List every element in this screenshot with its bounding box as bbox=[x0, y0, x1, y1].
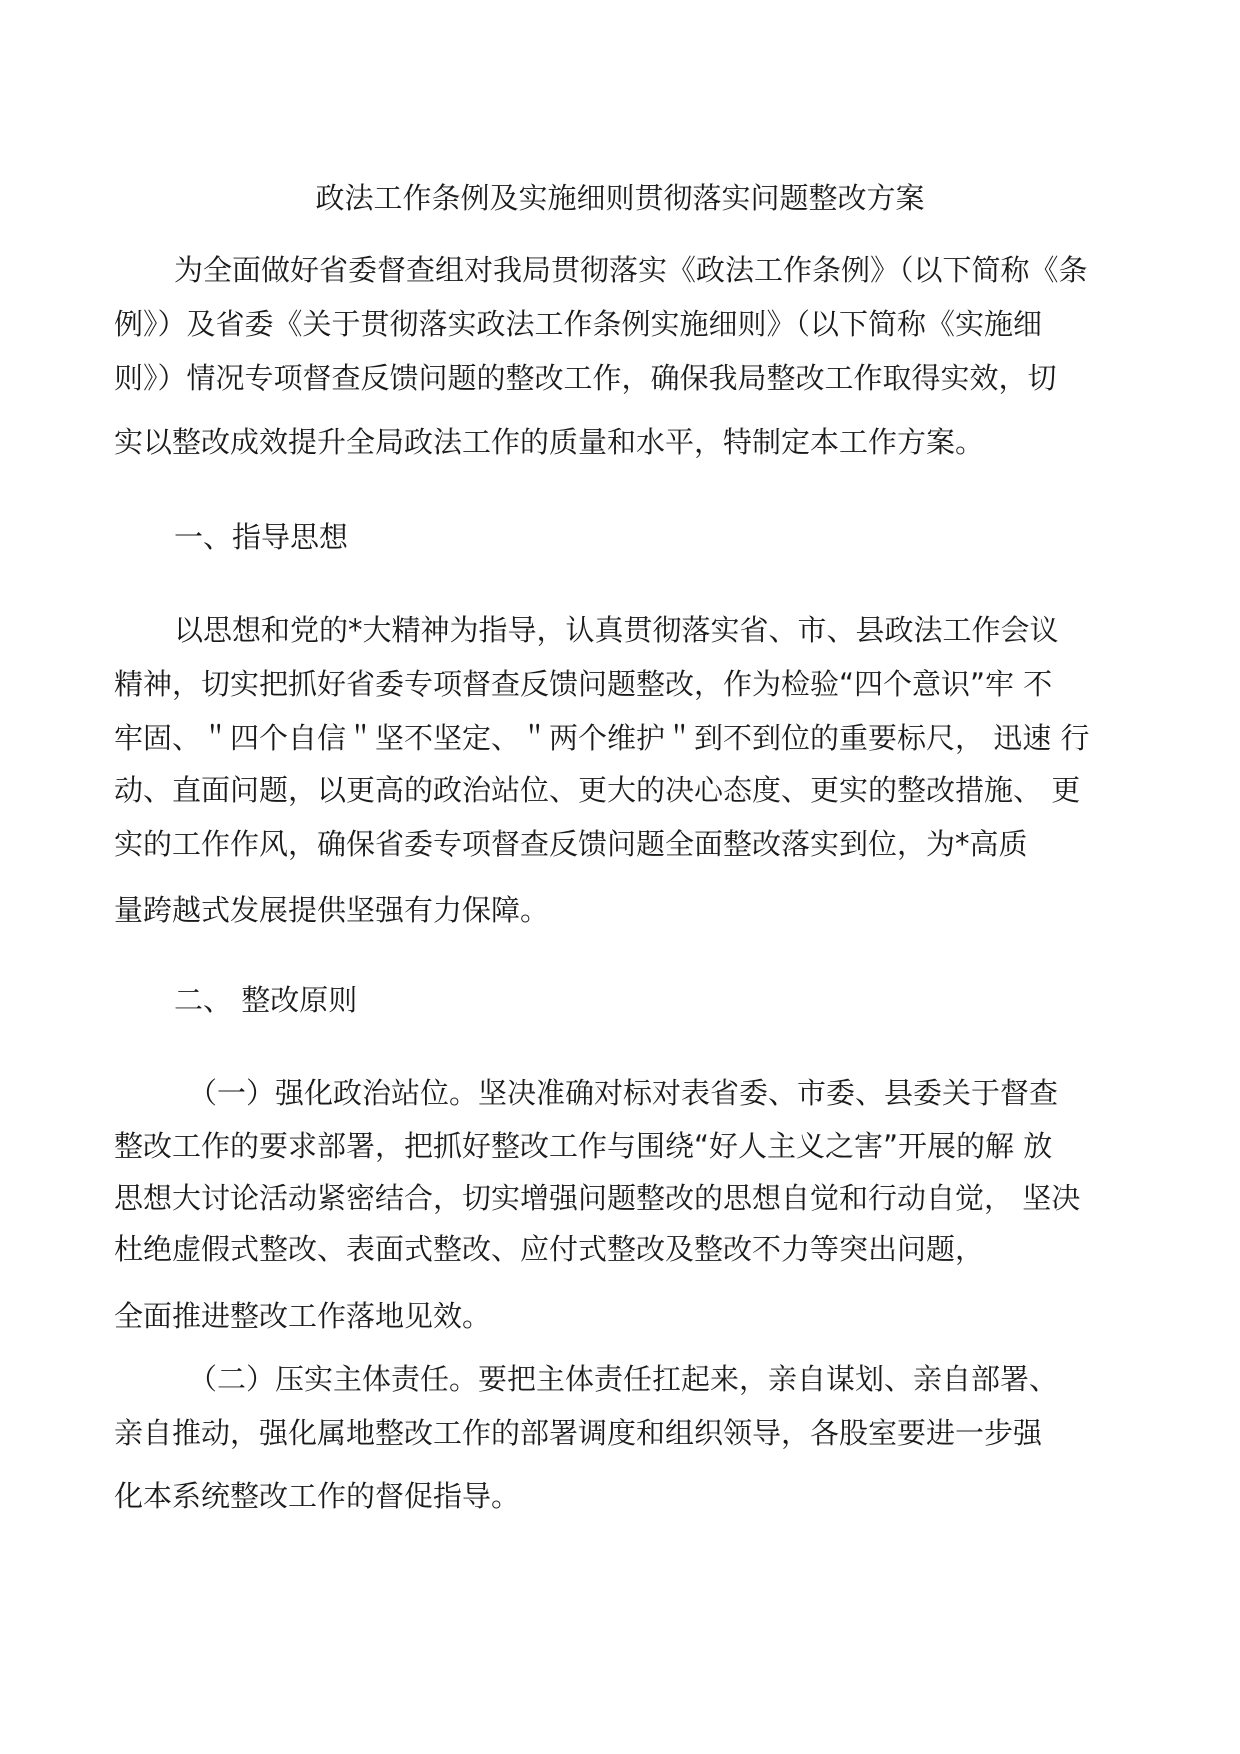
principle1-line-5: 全面推进整改工作落地见效。 bbox=[114, 1299, 492, 1333]
intro-line-1: 为全面做好省委督查组对我局贯彻落实《政法工作条例》（以下简称《条 bbox=[174, 253, 1088, 287]
document-title: 政法工作条例及实施细则贯彻落实问题整改方案 bbox=[315, 181, 925, 215]
intro-line-3: 则》）情况专项督查反馈问题的整改工作，确保我局整改工作取得实效，切 bbox=[114, 361, 1057, 395]
principle2-line-3: 化本系统整改工作的督促指导。 bbox=[114, 1479, 521, 1513]
principle1-line-1: （一）强化政治站位。坚决准确对标对表省委、市委、县委关于督查 bbox=[188, 1076, 1059, 1110]
section1-line-1: 以思想和党的*大精神为指导，认真贯彻落实省、市、县政法工作会议 bbox=[174, 613, 1059, 647]
intro-line-2: 例》）及省委《关于贯彻落实政法工作条例实施细则》（以下简称《实施细 bbox=[114, 307, 1043, 341]
section1-line-5: 实的工作作风，确保省委专项督查反馈问题全面整改落实到位，为*高质 bbox=[114, 827, 1028, 861]
principle1-line-3: 思想大讨论活动紧密结合，切实增强问题整改的思想自觉和行动自觉， 坚决 bbox=[114, 1181, 1081, 1215]
principle1-line-2: 整改工作的要求部署，把抓好整改工作与围绕“好人主义之害”开展的解 放 bbox=[114, 1129, 1053, 1163]
principle1-line-4: 杜绝虚假式整改、表面式整改、应付式整改及整改不力等突出问题， bbox=[114, 1232, 985, 1266]
section1-line-2: 精神，切实把抓好省委专项督查反馈问题整改，作为检验“四个意识”牢 不 bbox=[114, 667, 1053, 701]
section1-line-6: 量跨越式发展提供坚强有力保障。 bbox=[114, 893, 550, 927]
intro-line-4: 实以整改成效提升全局政法工作的质量和水平，特制定本工作方案。 bbox=[114, 425, 985, 459]
section-heading-guiding-ideology: 一、指导思想 bbox=[174, 520, 349, 554]
section1-line-4: 动、直面问题，以更高的政治站位、更大的决心态度、更实的整改措施、 更 bbox=[114, 773, 1081, 807]
section-heading-rectification-principles: 二、 整改原则 bbox=[174, 983, 358, 1017]
principle2-line-1: （二）压实主体责任。要把主体责任扛起来，亲自谋划、亲自部署、 bbox=[188, 1362, 1059, 1396]
section1-line-3: 牢固、＂四个自信＂坚不坚定、＂两个维护＂到不到位的重要标尺， 迅速 行 bbox=[114, 721, 1090, 755]
principle2-line-2: 亲自推动，强化属地整改工作的部署调度和组织领导，各股室要进一步强 bbox=[114, 1416, 1043, 1450]
